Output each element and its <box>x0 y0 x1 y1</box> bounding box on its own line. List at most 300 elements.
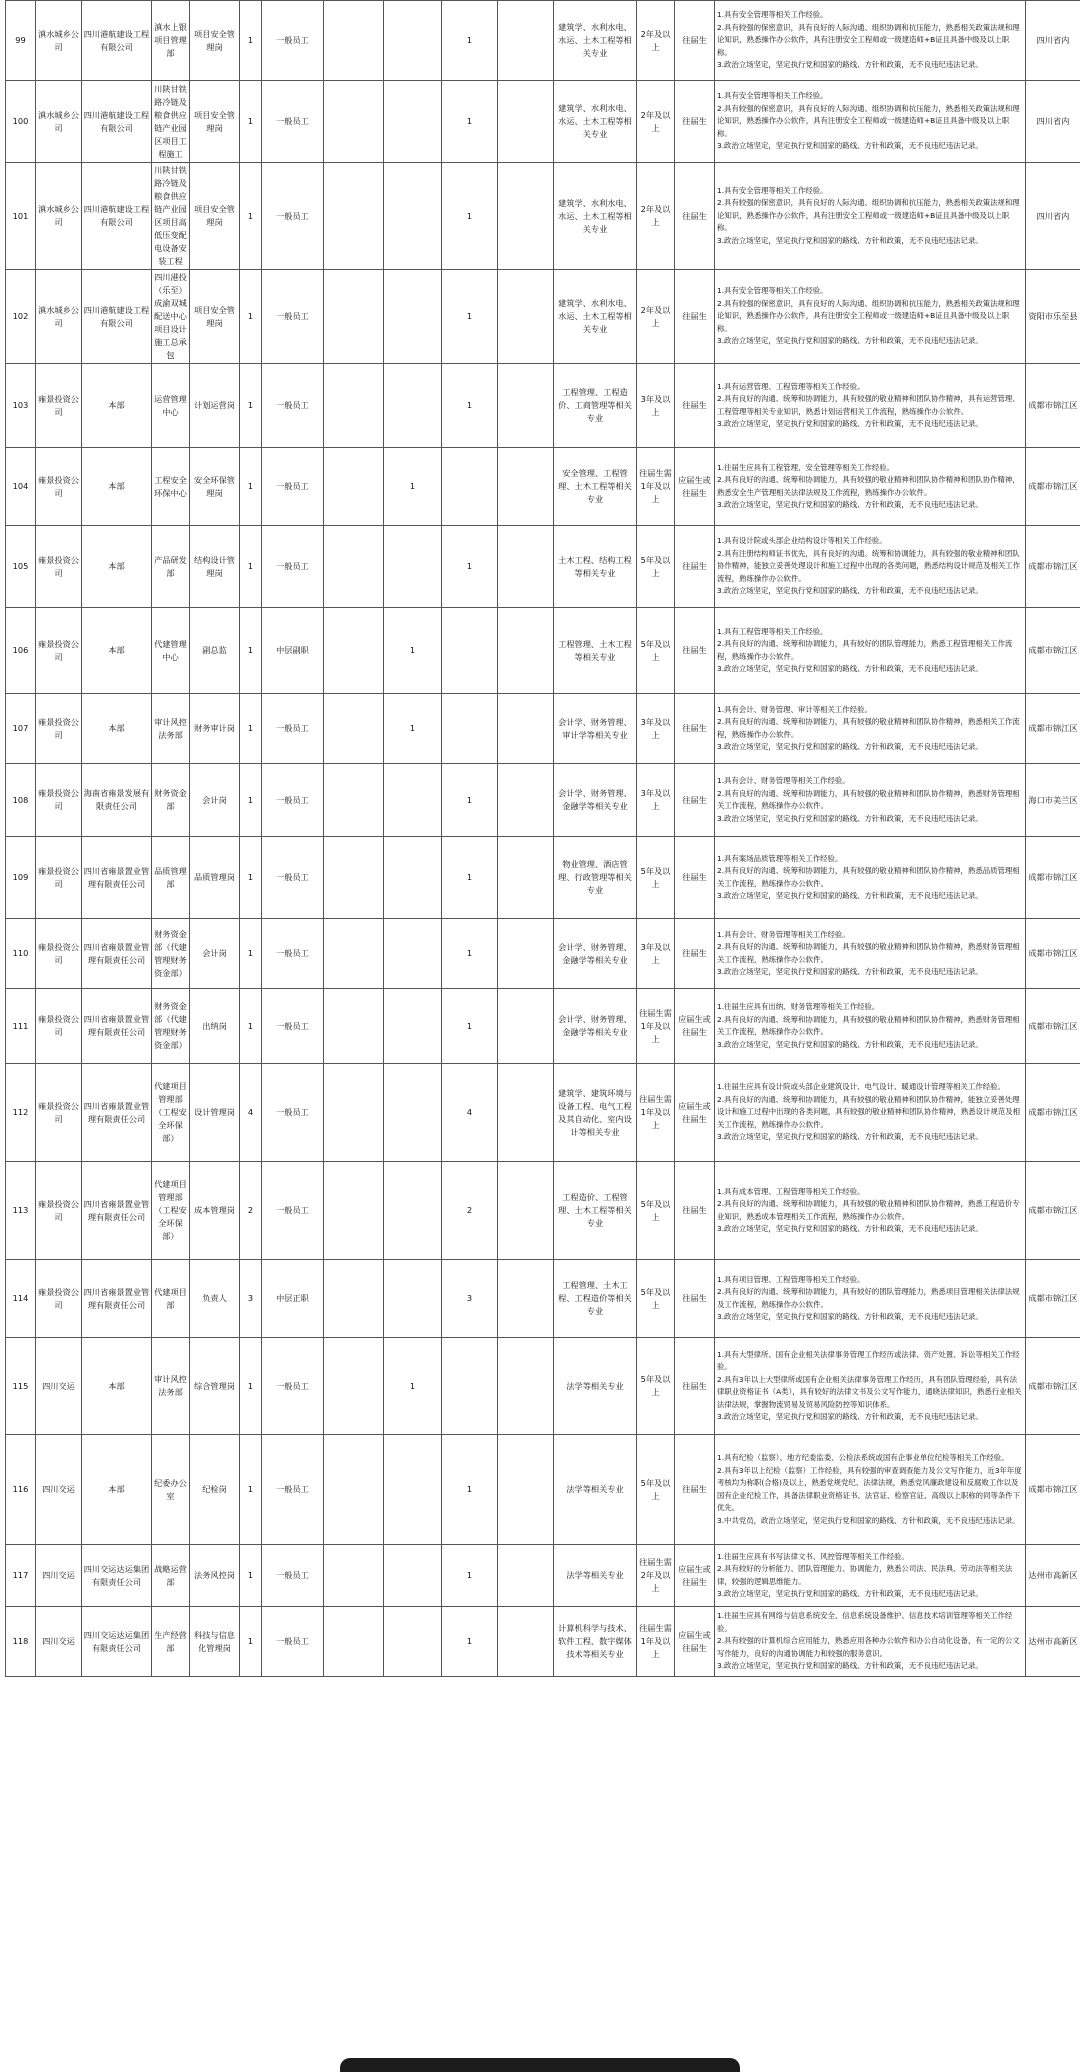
major-cell: 土木工程、结构工程等相关专业 <box>554 526 637 608</box>
grade-cell: 一般员工 <box>262 1545 324 1607</box>
company-cell: 雍景投资公司 <box>36 1064 82 1162</box>
major-cell: 会计学、财务管理、审计学等相关专业 <box>554 694 637 764</box>
candidate-source-cell: 往届生 <box>675 1260 715 1338</box>
position-cell: 安全环保管理岗 <box>190 448 240 526</box>
plan-col-3-cell: 1 <box>442 1607 498 1677</box>
unit-cell: 四川港航建设工程有限公司 <box>82 81 152 163</box>
department-cell: 川陕甘铁路冷链及粮食供应链产业园区项目高低压变配电设备安装工程 <box>152 163 190 270</box>
plan-col-4-cell <box>498 919 554 989</box>
plan-col-3-cell: 1 <box>442 270 498 364</box>
plan-col-3-cell <box>442 694 498 764</box>
unit-cell: 本部 <box>82 1435 152 1545</box>
company-cell: 四川交运 <box>36 1607 82 1677</box>
plan-col-1-cell <box>324 1338 384 1435</box>
experience-cell: 3年及以上 <box>637 364 675 448</box>
candidate-source-cell: 往届生 <box>675 81 715 163</box>
plan-col-1-cell <box>324 919 384 989</box>
requirements-cell: 1.具有会计、财务管理、审计等相关工作经验。 2.具有良好的沟通、统筹和协调能力，具有较强的敬业精神和团队协作精神，熟悉相关工作流程，熟练操作办公软件。 3.政治立场坚定，坚定执行党和国家的路线、方针和政策，无不良违纪违法记录。 <box>715 694 1026 764</box>
plan-col-1-cell <box>324 1260 384 1338</box>
requirements-cell: 1.往届生应具有设计院或头部企业建筑设计、电气设计、暖通设计管理等相关工作经验。 2.具有良好的沟通、统筹和协调能力，具有较强的敬业精神和团队协作精神，能独立妥善处理设计和施工过程中出现的各类问题，具有较强的敬业精神和团队协作精神，熟悉设计规范及相关工作流程，熟练操作办公软件。 3.政治立场坚定，坚定执行党和国家的路线、方针和政策，无不良违纪违法记录。 <box>715 1064 1026 1162</box>
table-row <box>6 526 1080 608</box>
department-cell: 审计风控法务部 <box>152 1338 190 1435</box>
position-cell: 项目安全管理岗 <box>190 270 240 364</box>
candidate-source-cell: 往届生 <box>675 837 715 919</box>
candidate-source-cell: 往届生 <box>675 608 715 694</box>
major-cell: 工程造价、工程管理、土木工程等相关专业 <box>554 1162 637 1260</box>
plan-col-1-cell <box>324 1 384 81</box>
experience-cell: 5年及以上 <box>637 608 675 694</box>
grade-cell: 一般员工 <box>262 1162 324 1260</box>
unit-cell: 四川省雍景置业管理有限责任公司 <box>82 837 152 919</box>
table-row <box>6 364 1080 448</box>
location-cell: 四川省内 <box>1026 163 1080 270</box>
bottom-overlay-bar <box>340 2058 740 2072</box>
department-cell: 财务资金部 <box>152 764 190 837</box>
unit-cell: 四川交运达运集团有限责任公司 <box>82 1607 152 1677</box>
plan-col-1-cell <box>324 764 384 837</box>
major-cell: 会计学、财务管理、金融学等相关专业 <box>554 989 637 1064</box>
location-cell: 成都市锦江区 <box>1026 448 1080 526</box>
major-cell: 物业管理、酒店管理、行政管理等相关专业 <box>554 837 637 919</box>
requirements-cell: 1.往届生应具有书写法律文书、风控管理等相关工作经验。 2.具有较好的分析能力、团队管理能力、协调能力，熟悉公司法、民法典、劳动法等相关法律，较强的逻辑思维能力。 3.政治立场坚定，坚定执行党和国家的路线、方针和政策，无不良违纪违法记录。 <box>715 1545 1026 1607</box>
row-number: 111 <box>6 989 36 1064</box>
row-number: 117 <box>6 1545 36 1607</box>
table-row <box>6 81 1080 163</box>
location-cell: 成都市锦江区 <box>1026 526 1080 608</box>
requirements-cell: 1.具有安全管理等相关工作经验。 2.具有较强的保密意识，具有良好的人际沟通、组织协调和抗压能力，熟悉相关政策法规和理论知识，熟悉操作办公软件，具有注册安全工程师或一级建造师+B证且具备中级及以上职称。 3.政治立场坚定，坚定执行党和国家的路线、方针和政策，无不良违纪违法记录。 <box>715 163 1026 270</box>
row-number: 99 <box>6 1 36 81</box>
department-cell: 运营管理中心 <box>152 364 190 448</box>
headcount-cell: 2 <box>240 1162 262 1260</box>
experience-cell: 2年及以上 <box>637 270 675 364</box>
plan-col-1-cell <box>324 1545 384 1607</box>
department-cell: 川陕甘铁路冷链及粮食供应链产业园区项目工程施工 <box>152 81 190 163</box>
location-cell: 四川省内 <box>1026 1 1080 81</box>
company-cell: 雍景投资公司 <box>36 364 82 448</box>
plan-col-3-cell: 1 <box>442 81 498 163</box>
plan-col-1-cell <box>324 163 384 270</box>
company-cell: 滇水城乡公司 <box>36 163 82 270</box>
location-cell: 成都市锦江区 <box>1026 694 1080 764</box>
row-number: 107 <box>6 694 36 764</box>
table-row <box>6 989 1080 1064</box>
position-cell: 设计管理岗 <box>190 1064 240 1162</box>
plan-col-4-cell <box>498 1607 554 1677</box>
candidate-source-cell: 应届生或往届生 <box>675 1607 715 1677</box>
unit-cell: 四川港航建设工程有限公司 <box>82 163 152 270</box>
requirements-cell: 1.往届生应具有网络与信息系统安全、信息系统设备维护、信息技术培训管理等相关工作经验。 2.具有较强的计算机综合应用能力，熟悉应用各种办公软件和办公自动化设备，有一定的公文写作能力，良好的沟通协调能力和较强的服务意识。 3.政治立场坚定，坚定执行党和国家的路线、方针和政策，无不良违纪违法记录。 <box>715 1607 1026 1677</box>
grade-cell: 一般员工 <box>262 270 324 364</box>
experience-cell: 往届生需1年及以上 <box>637 448 675 526</box>
candidate-source-cell: 往届生 <box>675 694 715 764</box>
unit-cell: 四川省雍景置业管理有限责任公司 <box>82 1162 152 1260</box>
table-row <box>6 1338 1080 1435</box>
experience-cell: 3年及以上 <box>637 919 675 989</box>
requirements-cell: 1.具有案场品质管理等相关工作经验。 2.具有良好的沟通、统筹和协调能力，具有较强的敬业精神和团队协作精神，熟悉品质管理相关工作流程，熟练操作办公软件。 3.政治立场坚定，坚定执行党和国家的路线、方针和政策，无不良违纪违法记录。 <box>715 837 1026 919</box>
major-cell: 安全管理、工程管理、土木工程等相关专业 <box>554 448 637 526</box>
grade-cell: 一般员工 <box>262 1338 324 1435</box>
headcount-cell: 1 <box>240 1545 262 1607</box>
experience-cell: 往届生需1年及以上 <box>637 1064 675 1162</box>
unit-cell: 本部 <box>82 694 152 764</box>
plan-col-1-cell <box>324 81 384 163</box>
headcount-cell: 3 <box>240 1260 262 1338</box>
grade-cell: 一般员工 <box>262 364 324 448</box>
row-number: 118 <box>6 1607 36 1677</box>
plan-col-2-cell <box>384 837 442 919</box>
department-cell: 滇水上银项目管理部 <box>152 1 190 81</box>
table-row <box>6 694 1080 764</box>
major-cell: 工程管理、工程造价、工商管理等相关专业 <box>554 364 637 448</box>
requirements-cell: 1.具有项目管理、工程管理等相关工作经验。 2.具有良好的沟通、统筹和协调能力，具有较好的团队管理能力，熟悉项目管理相关法律法规及工作流程，熟练操作办公软件。 3.政治立场坚定，坚定执行党和国家的路线、方针和政策，无不良违纪违法记录。 <box>715 1260 1026 1338</box>
location-cell: 海口市美兰区 <box>1026 764 1080 837</box>
major-cell: 建筑学、建筑环境与设备工程、电气工程及其自动化、室内设计等相关专业 <box>554 1064 637 1162</box>
requirements-cell: 1.往届生应具有工程管理、安全管理等相关工作经验。 2.具有良好的沟通、统筹和协调能力，具有较强的敬业精神和团队协作精神和团队协作精神，熟悉安全生产管理相关法律法规及工作流程，熟练操作办公软件。 3.政治立场坚定，坚定执行党和国家的路线、方针和政策，无不良违纪违法记录。 <box>715 448 1026 526</box>
plan-col-4-cell <box>498 764 554 837</box>
table-body <box>6 1 1080 1677</box>
table-row <box>6 764 1080 837</box>
experience-cell: 5年及以上 <box>637 1260 675 1338</box>
major-cell: 工程管理、土木工程等相关专业 <box>554 608 637 694</box>
plan-col-2-cell <box>384 1064 442 1162</box>
location-cell: 四川省内 <box>1026 81 1080 163</box>
candidate-source-cell: 应届生或往届生 <box>675 1064 715 1162</box>
table-row <box>6 163 1080 270</box>
location-cell: 成都市锦江区 <box>1026 364 1080 448</box>
unit-cell: 本部 <box>82 608 152 694</box>
headcount-cell: 1 <box>240 81 262 163</box>
position-cell: 成本管理岗 <box>190 1162 240 1260</box>
plan-col-3-cell <box>442 608 498 694</box>
location-cell: 达州市高新区 <box>1026 1545 1080 1607</box>
grade-cell: 一般员工 <box>262 81 324 163</box>
plan-col-3-cell: 1 <box>442 989 498 1064</box>
plan-col-3-cell: 1 <box>442 163 498 270</box>
grade-cell: 一般员工 <box>262 1435 324 1545</box>
plan-col-4-cell <box>498 1064 554 1162</box>
grade-cell: 一般员工 <box>262 1 324 81</box>
location-cell: 成都市锦江区 <box>1026 989 1080 1064</box>
candidate-source-cell: 往届生 <box>675 364 715 448</box>
position-cell: 品质管理岗 <box>190 837 240 919</box>
plan-col-1-cell <box>324 1162 384 1260</box>
department-cell: 代建项目部 <box>152 1260 190 1338</box>
plan-col-4-cell <box>498 989 554 1064</box>
grade-cell: 中层副职 <box>262 608 324 694</box>
row-number: 104 <box>6 448 36 526</box>
experience-cell: 2年及以上 <box>637 81 675 163</box>
position-cell: 科技与信息化管理岗 <box>190 1607 240 1677</box>
plan-col-1-cell <box>324 989 384 1064</box>
grade-cell: 一般员工 <box>262 989 324 1064</box>
experience-cell: 5年及以上 <box>637 837 675 919</box>
plan-col-2-cell <box>384 270 442 364</box>
candidate-source-cell: 往届生 <box>675 270 715 364</box>
plan-col-2-cell <box>384 1545 442 1607</box>
grade-cell: 一般员工 <box>262 1607 324 1677</box>
major-cell: 建筑学、水利水电、水运、土木工程等相关专业 <box>554 1 637 81</box>
plan-col-3-cell <box>442 448 498 526</box>
headcount-cell: 1 <box>240 448 262 526</box>
grade-cell: 中层正职 <box>262 1260 324 1338</box>
position-cell: 会计岗 <box>190 919 240 989</box>
plan-col-3-cell: 2 <box>442 1162 498 1260</box>
plan-col-3-cell: 1 <box>442 1545 498 1607</box>
headcount-cell: 1 <box>240 764 262 837</box>
headcount-cell: 1 <box>240 526 262 608</box>
experience-cell: 3年及以上 <box>637 764 675 837</box>
unit-cell: 四川省雍景置业管理有限责任公司 <box>82 1064 152 1162</box>
unit-cell: 四川港航建设工程有限公司 <box>82 270 152 364</box>
requirements-cell: 1.具有成本管理、工程管理等相关工作经验。 2.具有良好的沟通、统筹和协调能力，具有较强的敬业精神和团队协作精神，熟悉工程造价专业知识，熟悉成本管理相关工作流程，熟练操作办公软件。 3.政治立场坚定，坚定执行党和国家的路线、方针和政策，无不良违纪违法记录。 <box>715 1162 1026 1260</box>
plan-col-2-cell <box>384 1 442 81</box>
plan-col-3-cell: 1 <box>442 1435 498 1545</box>
unit-cell: 四川交运达运集团有限责任公司 <box>82 1545 152 1607</box>
location-cell: 资阳市乐至县 <box>1026 270 1080 364</box>
table-row <box>6 608 1080 694</box>
department-cell: 四川港投（乐至）成渝双城配送中心项目设计施工总承包 <box>152 270 190 364</box>
plan-col-1-cell <box>324 694 384 764</box>
row-number: 103 <box>6 364 36 448</box>
candidate-source-cell: 往届生 <box>675 163 715 270</box>
plan-col-3-cell: 1 <box>442 526 498 608</box>
row-number: 108 <box>6 764 36 837</box>
major-cell: 建筑学、水利水电、水运、土木工程等相关专业 <box>554 270 637 364</box>
grade-cell: 一般员工 <box>262 526 324 608</box>
table-row <box>6 1162 1080 1260</box>
row-number: 106 <box>6 608 36 694</box>
plan-col-1-cell <box>324 448 384 526</box>
plan-col-2-cell <box>384 764 442 837</box>
major-cell: 法学等相关专业 <box>554 1545 637 1607</box>
department-cell: 工程安全环保中心 <box>152 448 190 526</box>
department-cell: 财务资金部（代建管理财务资金部） <box>152 989 190 1064</box>
plan-col-4-cell <box>498 1 554 81</box>
candidate-source-cell: 应届生或往届生 <box>675 448 715 526</box>
row-number: 101 <box>6 163 36 270</box>
position-cell: 法务风控岗 <box>190 1545 240 1607</box>
headcount-cell: 1 <box>240 1338 262 1435</box>
department-cell: 战略运营部 <box>152 1545 190 1607</box>
location-cell: 达州市高新区 <box>1026 1607 1080 1677</box>
plan-col-4-cell <box>498 1260 554 1338</box>
plan-col-2-cell <box>384 81 442 163</box>
plan-col-1-cell <box>324 1607 384 1677</box>
table-row <box>6 270 1080 364</box>
plan-col-4-cell <box>498 364 554 448</box>
table-row <box>6 1064 1080 1162</box>
grade-cell: 一般员工 <box>262 919 324 989</box>
requirements-cell: 1.具有运营管理、工程管理等相关工作经验。 2.具有良好的沟通、统筹和协调能力，具有较强的敬业精神和团队协作精神，具有运营管理、工程管理等相关专业知识，熟悉计划运营相关工作流程，熟练操作办公软件。 3.政治立场坚定，坚定执行党和国家的路线、方针和政策，无不良违纪违法记录。 <box>715 364 1026 448</box>
table-row <box>6 1435 1080 1545</box>
company-cell: 滇水城乡公司 <box>36 270 82 364</box>
row-number: 100 <box>6 81 36 163</box>
table-row <box>6 1 1080 81</box>
unit-cell: 本部 <box>82 526 152 608</box>
major-cell: 计算机科学与技术、软件工程、数字媒体技术等相关专业 <box>554 1607 637 1677</box>
plan-col-4-cell <box>498 448 554 526</box>
requirements-cell: 1.具有安全管理等相关工作经验。 2.具有较强的保密意识，具有良好的人际沟通、组织协调和抗压能力，熟悉相关政策法规和理论知识，熟悉操作办公软件，具有注册安全工程师或一级建造师+B证且具备中级及以上职称。 3.政治立场坚定，坚定执行党和国家的路线、方针和政策，无不良违纪违法记录。 <box>715 270 1026 364</box>
position-cell: 综合管理岗 <box>190 1338 240 1435</box>
headcount-cell: 1 <box>240 1 262 81</box>
plan-col-1-cell <box>324 364 384 448</box>
position-cell: 项目安全管理岗 <box>190 1 240 81</box>
grade-cell: 一般员工 <box>262 837 324 919</box>
position-cell: 计划运营岗 <box>190 364 240 448</box>
company-cell: 雍景投资公司 <box>36 526 82 608</box>
experience-cell: 3年及以上 <box>637 694 675 764</box>
grade-cell: 一般员工 <box>262 694 324 764</box>
position-cell: 副总监 <box>190 608 240 694</box>
department-cell: 产品研发部 <box>152 526 190 608</box>
row-number: 102 <box>6 270 36 364</box>
row-number: 114 <box>6 1260 36 1338</box>
major-cell: 法学等相关专业 <box>554 1435 637 1545</box>
plan-col-3-cell: 1 <box>442 1 498 81</box>
row-number: 109 <box>6 837 36 919</box>
plan-col-2-cell: 1 <box>384 608 442 694</box>
plan-col-4-cell <box>498 270 554 364</box>
candidate-source-cell: 往届生 <box>675 1435 715 1545</box>
plan-col-3-cell: 1 <box>442 919 498 989</box>
company-cell: 四川交运 <box>36 1545 82 1607</box>
candidate-source-cell: 应届生或往届生 <box>675 1545 715 1607</box>
requirements-cell: 1.具有纪检（监察）、地方纪委监委、公检法系统或国有企事业单位纪检等相关工作经验。 2.具有3年以上纪检（监察）工作经验，具有较强的审查调查能力及公文写作能力，近3年年度考核均为称职(合格)及以上，熟悉党规党纪、法律法规，熟悉党风廉政建设和反腐败工作以及国有企业纪检工作，具备法律职业资格证书、法官证、检察官证、高级以上职称的同等条件下优先。 3.中共党员，政治立场坚定，坚定执行党和国家的路线、方针和政策，无不良违纪违法记录。 <box>715 1435 1026 1545</box>
company-cell: 滇水城乡公司 <box>36 81 82 163</box>
requirements-cell: 1.具有会计、财务管理等相关工作经验。 2.具有良好的沟通、统筹和协调能力，具有较强的敬业精神和团队协作精神，熟悉财务管理相关工作流程，熟练操作办公软件。 3.政治立场坚定，坚定执行党和国家的路线、方针和政策，无不良违纪违法记录。 <box>715 919 1026 989</box>
plan-col-1-cell <box>324 1064 384 1162</box>
company-cell: 雍景投资公司 <box>36 1162 82 1260</box>
department-cell: 品质管理部 <box>152 837 190 919</box>
table-row <box>6 448 1080 526</box>
requirements-cell: 1.具有安全管理等相关工作经验。 2.具有较强的保密意识，具有良好的人际沟通、组织协调和抗压能力，熟悉相关政策法规和理论知识，熟悉操作办公软件，具有注册安全工程师或一级建造师+B证且具备中级及以上职称。 3.政治立场坚定，坚定执行党和国家的路线、方针和政策，无不良违纪违法记录。 <box>715 1 1026 81</box>
unit-cell: 海南省雍景发展有限责任公司 <box>82 764 152 837</box>
headcount-cell: 1 <box>240 1607 262 1677</box>
position-cell: 项目安全管理岗 <box>190 81 240 163</box>
position-cell: 负责人 <box>190 1260 240 1338</box>
unit-cell: 四川省雍景置业管理有限责任公司 <box>82 1260 152 1338</box>
plan-col-2-cell <box>384 1435 442 1545</box>
experience-cell: 往届生需1年及以上 <box>637 1607 675 1677</box>
plan-col-2-cell <box>384 919 442 989</box>
requirements-cell: 1.往届生应具有出纳、财务管理等相关工作经验。 2.具有良好的沟通、统筹和协调能力，具有较强的敬业精神和团队协作精神，熟悉财务管理相关工作流程，熟练操作办公软件。 3.政治立场坚定，坚定执行党和国家的路线、方针和政策，无不良违纪违法记录。 <box>715 989 1026 1064</box>
plan-col-1-cell <box>324 526 384 608</box>
experience-cell: 2年及以上 <box>637 1 675 81</box>
major-cell: 会计学、财务管理、金融学等相关专业 <box>554 919 637 989</box>
unit-cell: 本部 <box>82 1338 152 1435</box>
row-number: 112 <box>6 1064 36 1162</box>
requirements-cell: 1.具有设计院或头部企业结构设计等相关工作经验。 2.具有注册结构师证书优先，具有良好的沟通、统筹和协调能力，具有较强的敬业精神和团队协作精神，能独立妥善处理设计和施工过程中出现的各类问题，熟悉结构设计规范及相关工作流程，熟练操作办公软件。 3.政治立场坚定，坚定执行党和国家的路线、方针和政策，无不良违纪违法记录。 <box>715 526 1026 608</box>
major-cell: 建筑学、水利水电、水运、土木工程等相关专业 <box>554 163 637 270</box>
grade-cell: 一般员工 <box>262 448 324 526</box>
experience-cell: 2年及以上 <box>637 163 675 270</box>
company-cell: 雍景投资公司 <box>36 608 82 694</box>
unit-cell: 本部 <box>82 448 152 526</box>
grade-cell: 一般员工 <box>262 163 324 270</box>
plan-col-2-cell: 1 <box>384 1338 442 1435</box>
company-cell: 雍景投资公司 <box>36 764 82 837</box>
department-cell: 财务资金部（代建管理财务资金部） <box>152 919 190 989</box>
company-cell: 雍景投资公司 <box>36 1260 82 1338</box>
location-cell: 成都市锦江区 <box>1026 919 1080 989</box>
grade-cell: 一般员工 <box>262 1064 324 1162</box>
plan-col-4-cell <box>498 1338 554 1435</box>
plan-col-2-cell <box>384 1260 442 1338</box>
location-cell: 成都市锦江区 <box>1026 1064 1080 1162</box>
plan-col-4-cell <box>498 1545 554 1607</box>
company-cell: 雍景投资公司 <box>36 919 82 989</box>
row-number: 113 <box>6 1162 36 1260</box>
table-row <box>6 1545 1080 1607</box>
department-cell: 生产经营部 <box>152 1607 190 1677</box>
major-cell: 建筑学、水利水电、水运、土木工程等相关专业 <box>554 81 637 163</box>
plan-col-1-cell <box>324 837 384 919</box>
location-cell: 成都市锦江区 <box>1026 837 1080 919</box>
row-number: 105 <box>6 526 36 608</box>
headcount-cell: 1 <box>240 694 262 764</box>
requirements-cell: 1.具有大型律所、国有企业相关法律事务管理工作经历或法律、资产处置、诉讼等相关工作经验。 2.具有3年以上大型律所或国有企业相关法律事务管理工作经历，具有团队管理经验，具有法律职业资格证书（A类），具有较好的法律文书及公文写作能力，通晓法律知识，熟悉行业相关法律法规，掌握物流贸易及贸易风险防控等知识体系。 3.政治立场坚定，坚定执行党和国家的路线、方针和政策，无不良违纪违法记录。 <box>715 1338 1026 1435</box>
table-row <box>6 919 1080 989</box>
plan-col-4-cell <box>498 81 554 163</box>
experience-cell: 5年及以上 <box>637 1435 675 1545</box>
plan-col-2-cell <box>384 1162 442 1260</box>
candidate-source-cell: 往届生 <box>675 526 715 608</box>
position-cell: 纪检岗 <box>190 1435 240 1545</box>
plan-col-2-cell <box>384 163 442 270</box>
position-cell: 会计岗 <box>190 764 240 837</box>
plan-col-2-cell <box>384 526 442 608</box>
company-cell: 雍景投资公司 <box>36 694 82 764</box>
row-number: 116 <box>6 1435 36 1545</box>
department-cell: 代建项目管理部（工程安全环保部） <box>152 1064 190 1162</box>
plan-col-2-cell <box>384 1607 442 1677</box>
headcount-cell: 1 <box>240 919 262 989</box>
position-cell: 结构设计管理岗 <box>190 526 240 608</box>
department-cell: 纪委办公室 <box>152 1435 190 1545</box>
headcount-cell: 1 <box>240 1435 262 1545</box>
location-cell: 成都市锦江区 <box>1026 1260 1080 1338</box>
requirements-cell: 1.具有工程管理等相关工作经验。 2.具有良好的沟通、统筹和协调能力，具有较好的团队管理能力，熟悉工程管理相关工作流程，熟练操作办公软件。 3.政治立场坚定，坚定执行党和国家的路线、方针和政策，无不良违纪违法记录。 <box>715 608 1026 694</box>
plan-col-1-cell <box>324 1435 384 1545</box>
grade-cell: 一般员工 <box>262 764 324 837</box>
position-cell: 财务审计岗 <box>190 694 240 764</box>
plan-col-4-cell <box>498 608 554 694</box>
table-row <box>6 837 1080 919</box>
major-cell: 会计学、财务管理、金融学等相关专业 <box>554 764 637 837</box>
company-cell: 雍景投资公司 <box>36 448 82 526</box>
headcount-cell: 1 <box>240 163 262 270</box>
headcount-cell: 1 <box>240 608 262 694</box>
department-cell: 代建管理中心 <box>152 608 190 694</box>
plan-col-3-cell: 1 <box>442 364 498 448</box>
experience-cell: 5年及以上 <box>637 1338 675 1435</box>
table-row <box>6 1260 1080 1338</box>
company-cell: 雍景投资公司 <box>36 837 82 919</box>
plan-col-2-cell <box>384 989 442 1064</box>
plan-col-4-cell <box>498 1162 554 1260</box>
headcount-cell: 1 <box>240 989 262 1064</box>
headcount-cell: 4 <box>240 1064 262 1162</box>
headcount-cell: 1 <box>240 837 262 919</box>
location-cell: 成都市锦江区 <box>1026 1162 1080 1260</box>
candidate-source-cell: 往届生 <box>675 764 715 837</box>
plan-col-4-cell <box>498 694 554 764</box>
recruitment-table <box>5 0 1080 1677</box>
location-cell: 成都市锦江区 <box>1026 1338 1080 1435</box>
row-number: 110 <box>6 919 36 989</box>
plan-col-4-cell <box>498 526 554 608</box>
plan-col-3-cell <box>442 1338 498 1435</box>
